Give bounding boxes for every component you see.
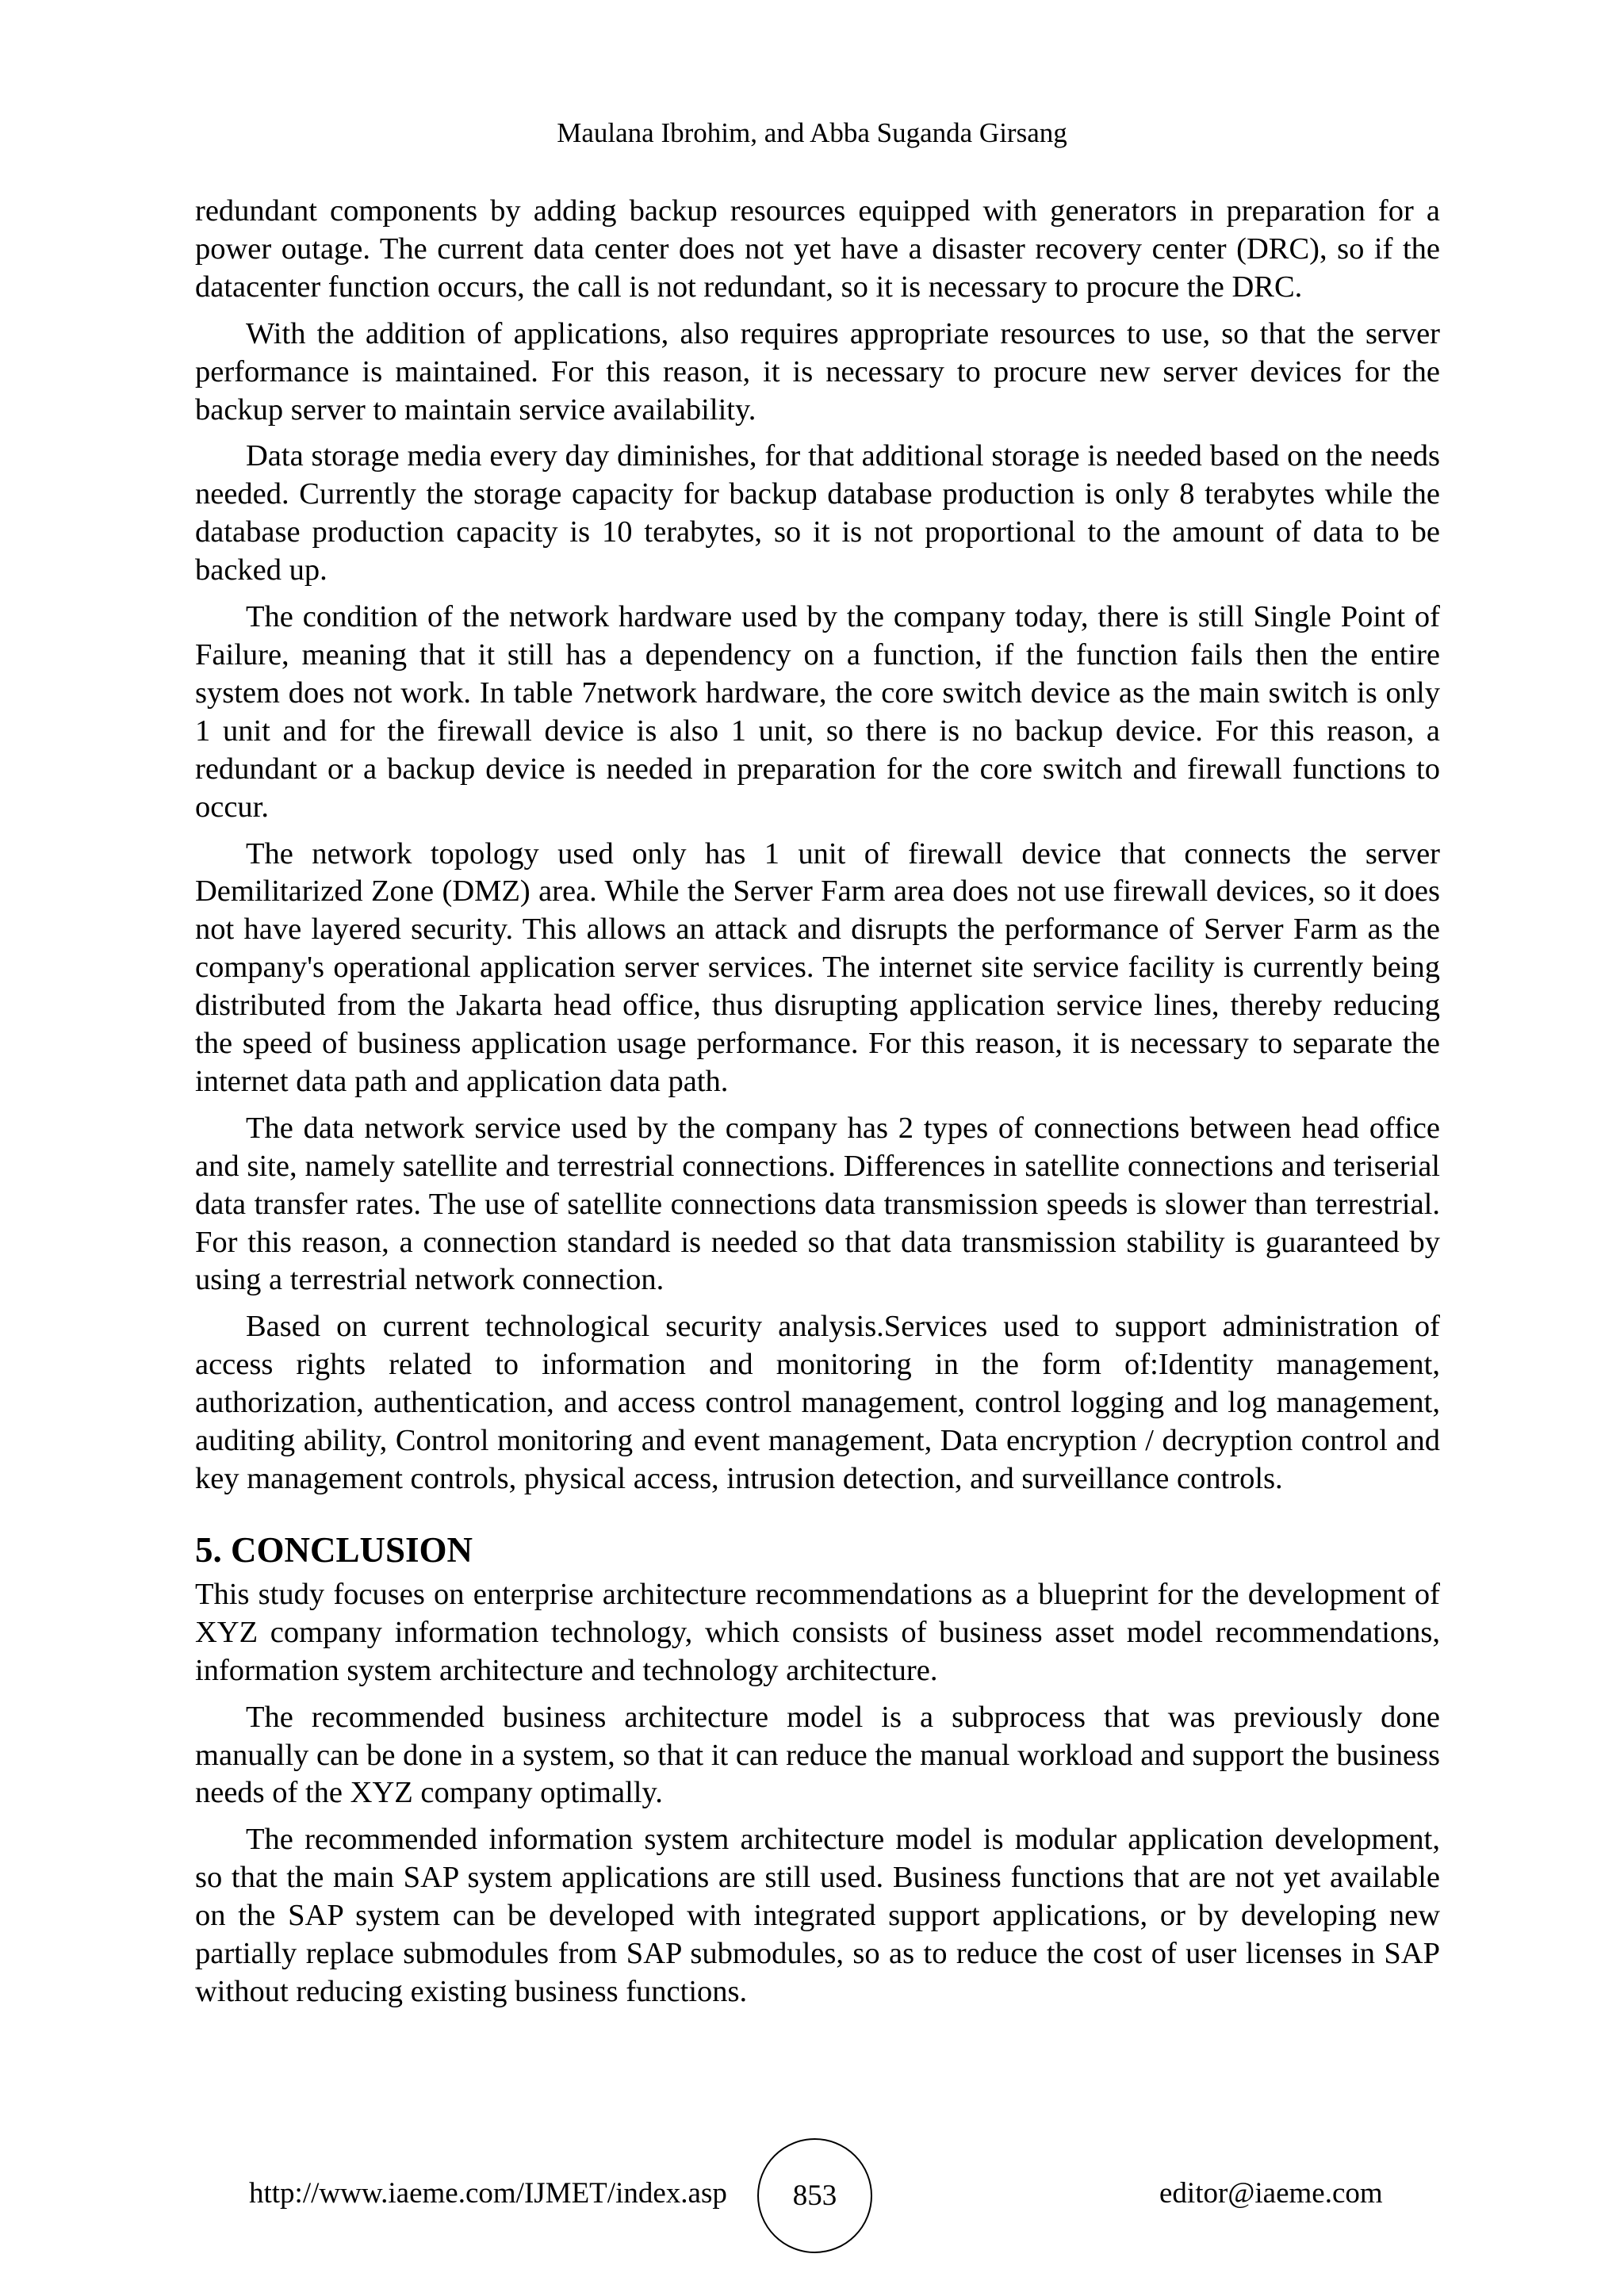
paragraph-network-topology: The network topology used only has 1 unit of firewall device that connects the server Demilitarized Zone (DMZ) area. While the Server Farm area does not use firewall devices, so it does not have layered security. This allows an attack and disrupts the performance of Server Farm as the company's operational application server services. The internet site service facility is currently being distributed from the Jakarta head office, thus disrupting application service lines, thereby reducing the speed of business application usage performance. For this reason, it is necessary to separate the internet data path and application data path. bbox=[195, 836, 1440, 1098]
paragraph-redundant-components: redundant components by adding backup resources equipped with generators in preparation for a power outage. The current data center does not yet have a disaster recovery center (DRC), so if the datacenter function occurs, the call is not redundant, so it is necessary to procure the DRC. bbox=[195, 194, 1440, 304]
conclusion-paragraph-information-system: The recommended information system architecture model is modular application development, so that the main SAP system applications are still used. Business functions that are not yet available on the SAP system can be developed with integrated support applications, or by developing new partially replace submodules from SAP submodules, so as to reduce the cost of user licenses in SAP without reducing existing business functions. bbox=[195, 1823, 1440, 2008]
paragraph-applications-resources: With the addition of applications, also requires appropriate resources to use, so that the server performance is maintained. For this reason, it is necessary to procure new server devices for the backup server to maintain service availability. bbox=[195, 316, 1440, 427]
paragraph-network-hardware: The condition of the network hardware used by the company today, there is still Single Point of Failure, meaning that it still has a dependency on a function, if the function fails then the entire system does not work. In table 7network hardware, the core switch device as the main switch is only 1 unit and for the firewall device is also 1 unit, so there is no backup device. For this reason, a redundant or a backup device is needed in preparation for the core switch and firewall functions to occur. bbox=[195, 600, 1440, 824]
conclusion-paragraph-business-architecture: The recommended business architecture model is a subprocess that was previously done manually can be done in a system, so that it can reduce the manual workload and support the business needs of the XYZ company optimally. bbox=[195, 1700, 1440, 1810]
paragraph-data-storage: Data storage media every day diminishes, for that additional storage is needed based on the needs needed. Currently the storage capacity for backup database production is only 8 terabytes while the database production capacity is 10 terabytes, so it is not proportional to the amount of data to be backed up. bbox=[195, 439, 1440, 587]
conclusion-heading: 5. CONCLUSION bbox=[195, 1529, 473, 1570]
paragraph-data-network-service: The data network service used by the company has 2 types of connections between head office and site, namely satellite and terrestrial connections. Differences in satellite connections and teriserial data transfer rates. The use of satellite connections data transmission speeds is slower than terrestrial. For this reason, a connection standard is needed so that data transmission stability is guaranteed by using a terrestrial network connection. bbox=[195, 1111, 1440, 1297]
footer-email-link[interactable]: editor@iaeme.com bbox=[1159, 2177, 1383, 2210]
running-header-authors: Maulana Ibrohim, and Abba Suganda Girsang bbox=[557, 117, 1067, 148]
conclusion-paragraph-focus: This study focuses on enterprise architecture recommendations as a blueprint for the development of XYZ company information technology, which consists of business asset model recommendations, information system architecture and technology architecture. bbox=[195, 1577, 1440, 1687]
page-number: 853 bbox=[792, 2179, 837, 2212]
body-text bbox=[195, 193, 1440, 2020]
paragraph-security-analysis: Based on current technological security analysis.Services used to support administration of access rights related to information and monitoring in the form of:Identity management, authorization, authentication, and access control management, control logging and log management, auditing ability, Control monitoring and event management, Data encryption / decryption control and key management controls, physical access, intrusion detection, and surveillance controls. bbox=[195, 1310, 1440, 1495]
footer-url-link[interactable]: http://www.iaeme.com/IJMET/index.asp bbox=[249, 2177, 727, 2210]
page-number-circle bbox=[757, 2138, 872, 2253]
page-footer bbox=[0, 2134, 1624, 2253]
